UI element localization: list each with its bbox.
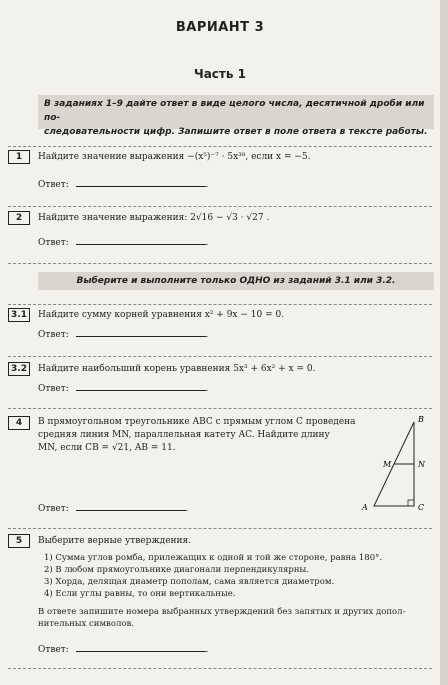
answer-4-field[interactable] — [76, 502, 186, 511]
note-line-2: нительных символов. — [38, 619, 134, 629]
question-1-text: Найдите значение выражения −(x⁵)⁻⁷ · 5x³⁸, если x = −5. — [38, 152, 311, 162]
question-2-text: Найдите значение выражения: 2√16 − √3 · √27 . — [38, 213, 270, 223]
question-number-5: 5 — [8, 534, 30, 548]
statement-1: 1) Сумма углов ромба, прилежащих к одной и той же стороне, равна 180°. — [44, 553, 383, 563]
question-3-1-text: Найдите сумму корней уравнения x² + 9x − 10 = 0. — [38, 310, 285, 320]
answer-3-1: Ответ: . — [38, 330, 209, 340]
question-number-4: 4 — [8, 416, 30, 430]
divider — [8, 356, 432, 357]
answer-label: Ответ: — [38, 330, 69, 340]
label-C: C — [418, 503, 425, 512]
label-B: B — [418, 415, 424, 424]
question-4-line-1: В прямоугольном треугольнике ABC с прямым углом C проведена — [38, 417, 356, 427]
question-number-3-1: 3.1 — [8, 308, 30, 322]
choice-box: Выберите и выполните только ОДНО из заданий 3.1 или 3.2. — [38, 272, 434, 290]
label-A: A — [362, 503, 368, 512]
divider — [8, 206, 432, 207]
question-4-text — [38, 416, 356, 455]
triangle-diagram — [360, 412, 440, 518]
answer-1-field[interactable] — [76, 178, 206, 187]
label-N: N — [418, 460, 425, 469]
answer-2-field[interactable] — [76, 236, 206, 245]
question-number-2: 2 — [8, 211, 30, 225]
instruction-box — [38, 95, 434, 137]
answer-5-field[interactable] — [76, 643, 206, 652]
answer-2: Ответ: . — [38, 238, 209, 248]
answer-5: Ответ: . — [38, 645, 209, 655]
question-number-1: 1 — [8, 150, 30, 164]
statement-2: 2) В любом прямоугольнике диагонали перпендикулярны. — [44, 565, 309, 575]
divider — [8, 304, 432, 305]
answer-3-1-field[interactable] — [76, 328, 206, 337]
answer-label: Ответ: — [38, 645, 69, 655]
question-3-2-text: Найдите наибольший корень уравнения 5x³ + 6x² + x = 0. — [38, 364, 316, 374]
question-5-text: Выберите верные утверждения. — [38, 536, 192, 546]
note-line-1: В ответе запишите номера выбранных утверждений без запятых и других допол- — [38, 607, 406, 617]
variant-title: ВАРИАНТ 3 — [175, 20, 265, 35]
divider — [8, 263, 432, 264]
label-M: M — [383, 460, 392, 469]
part-title: Часть 1 — [194, 67, 246, 81]
answer-label: Ответ: — [38, 504, 69, 514]
page-edge — [440, 0, 448, 685]
answer-label: Ответ: — [38, 180, 69, 190]
question-5-note — [38, 606, 405, 630]
answer-3-2: Ответ: . — [38, 384, 209, 394]
statement-3: 3) Хорда, делящая диаметр пополам, сама является диаметром. — [44, 577, 335, 587]
instruction-line-2: следовательности цифр. Запишите ответ в поле ответа в тексте работы. — [44, 127, 428, 137]
divider — [8, 668, 432, 669]
question-4-line-3: MN, если CB = √21, AB = 11. — [38, 443, 176, 453]
answer-4: Ответ: . — [38, 504, 189, 514]
question-4-line-2: средняя линия MN, параллельная катету AC. Найдите длину — [38, 430, 330, 440]
answer-1: Ответ: . — [38, 180, 209, 190]
answer-label: Ответ: — [38, 384, 69, 394]
statement-4: 4) Если углы равны, то они вертикальные. — [44, 589, 236, 599]
instruction-line-1: В заданиях 1–9 дайте ответ в виде целого числа, десятичной дроби или по- — [44, 99, 425, 123]
divider — [8, 408, 432, 409]
answer-3-2-field[interactable] — [76, 382, 206, 391]
answer-label: Ответ: — [38, 238, 69, 248]
question-number-3-2: 3.2 — [8, 362, 30, 376]
divider — [8, 146, 432, 147]
divider — [8, 528, 432, 529]
